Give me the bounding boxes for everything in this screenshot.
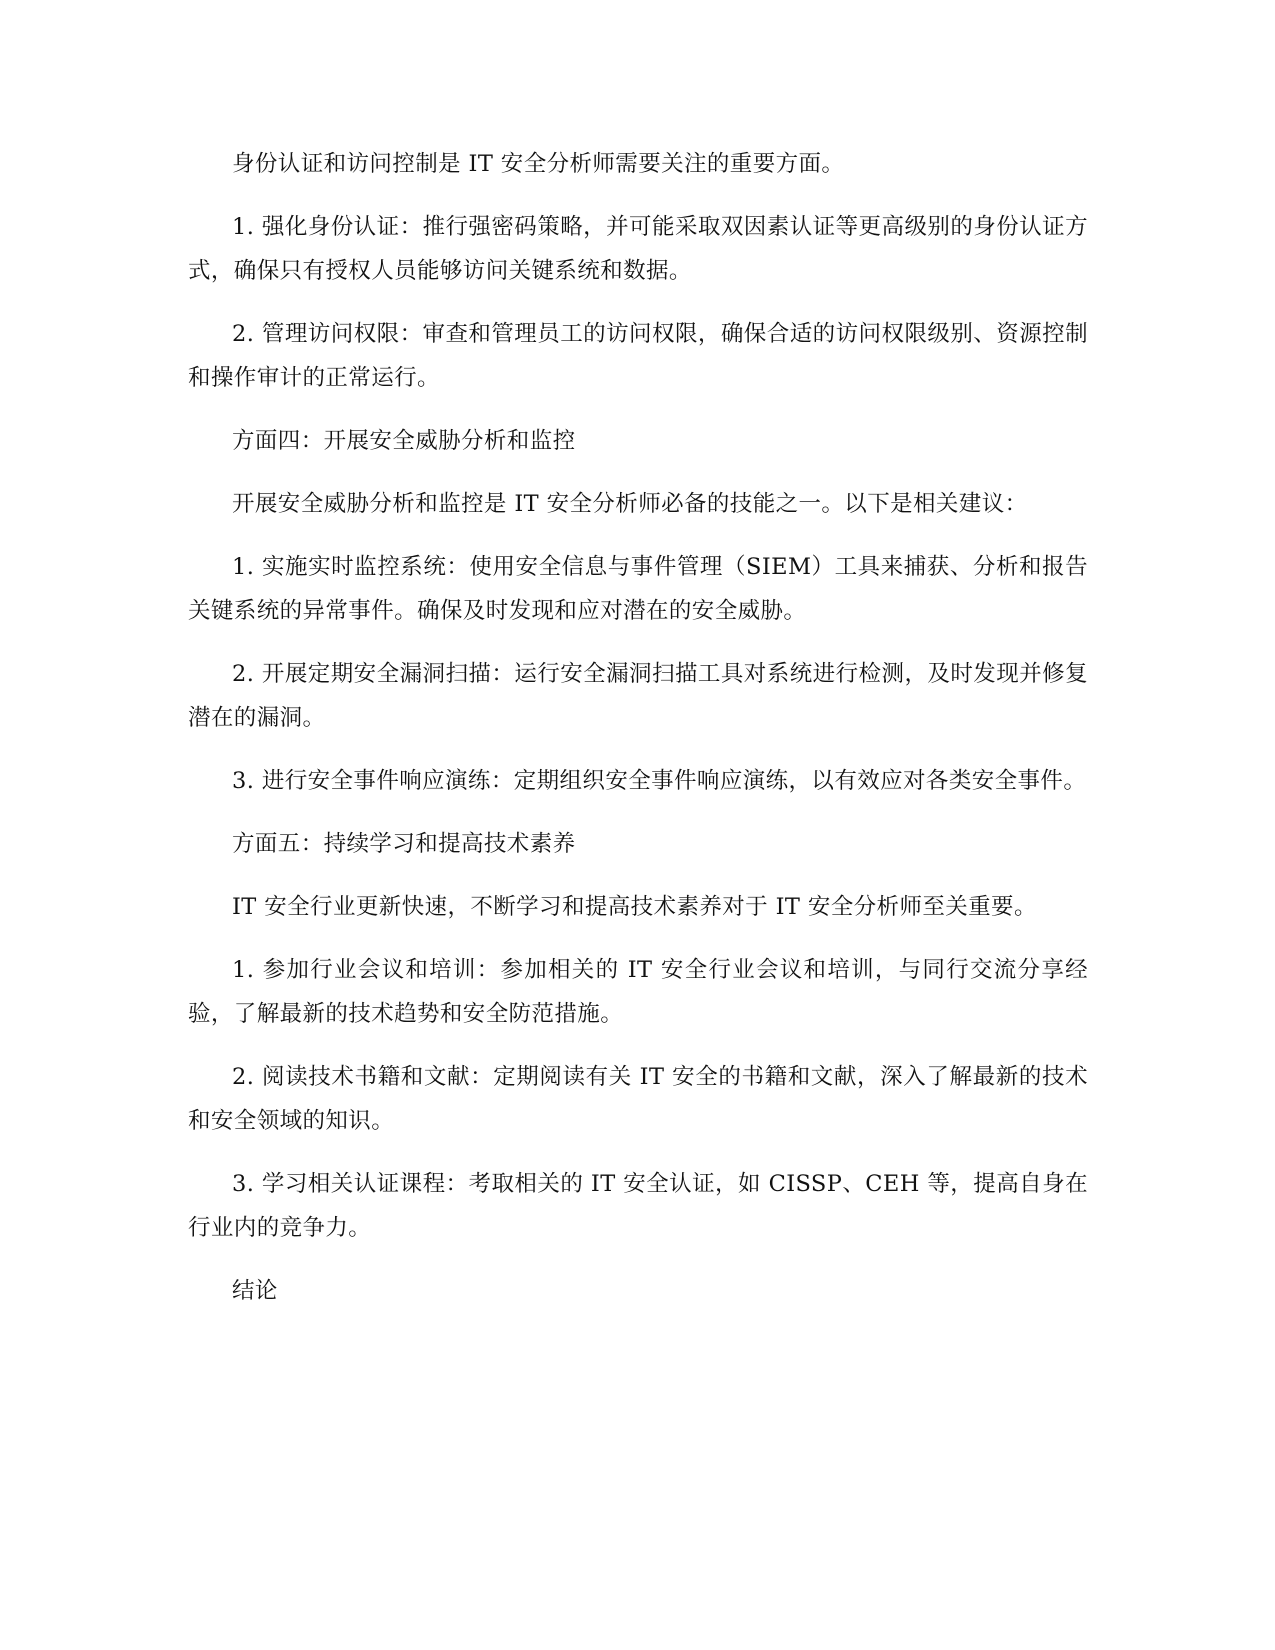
heading-aspect-four: 方面四：开展安全威胁分析和监控	[232, 428, 576, 454]
document-body	[188, 142, 1088, 1332]
paragraph-learning-intro: IT 安全行业更新快速，不断学习和提高技术素养对于 IT 安全分析师至关重要。	[232, 894, 1037, 920]
heading-aspect-five: 方面五：持续学习和提高技术素养	[232, 831, 576, 857]
paragraph-reading: 2. 阅读技术书籍和文献：定期阅读有关 IT 安全的书籍和文献，深入了解最新的技术和安全领域的知识。	[188, 1064, 1088, 1134]
paragraph-incident-drill: 3. 进行安全事件响应演练：定期组织安全事件响应演练，以有效应对各类安全事件。	[232, 768, 1087, 794]
paragraph-conferences: 1. 参加行业会议和培训：参加相关的 IT 安全行业会议和培训，与同行交流分享经验，了解最新的技术趋势和安全防范措施。	[188, 957, 1088, 1027]
paragraph-certification: 3. 学习相关认证课程：考取相关的 IT 安全认证，如 CISSP、CEH 等，提高自身在行业内的竞争力。	[188, 1171, 1088, 1241]
heading-conclusion: 结论	[232, 1278, 278, 1304]
paragraph-vuln-scan: 2. 开展定期安全漏洞扫描：运行安全漏洞扫描工具对系统进行检测，及时发现并修复潜在的漏洞。	[188, 661, 1088, 731]
paragraph-siem: 1. 实施实时监控系统：使用安全信息与事件管理（SIEM）工具来捕获、分析和报告关键系统的异常事件。确保及时发现和应对潜在的安全威胁。	[188, 554, 1088, 624]
paragraph-threat-intro: 开展安全威胁分析和监控是 IT 安全分析师必备的技能之一。以下是相关建议：	[232, 491, 1028, 517]
paragraph-auth-intro: 身份认证和访问控制是 IT 安全分析师需要关注的重要方面。	[232, 151, 845, 177]
paragraph-access-rights: 2. 管理访问权限：审查和管理员工的访问权限，确保合适的访问权限级别、资源控制和操作审计的正常运行。	[188, 321, 1088, 391]
paragraph-strong-auth: 1. 强化身份认证：推行强密码策略，并可能采取双因素认证等更高级别的身份认证方式，确保只有授权人员能够访问关键系统和数据。	[188, 214, 1088, 284]
